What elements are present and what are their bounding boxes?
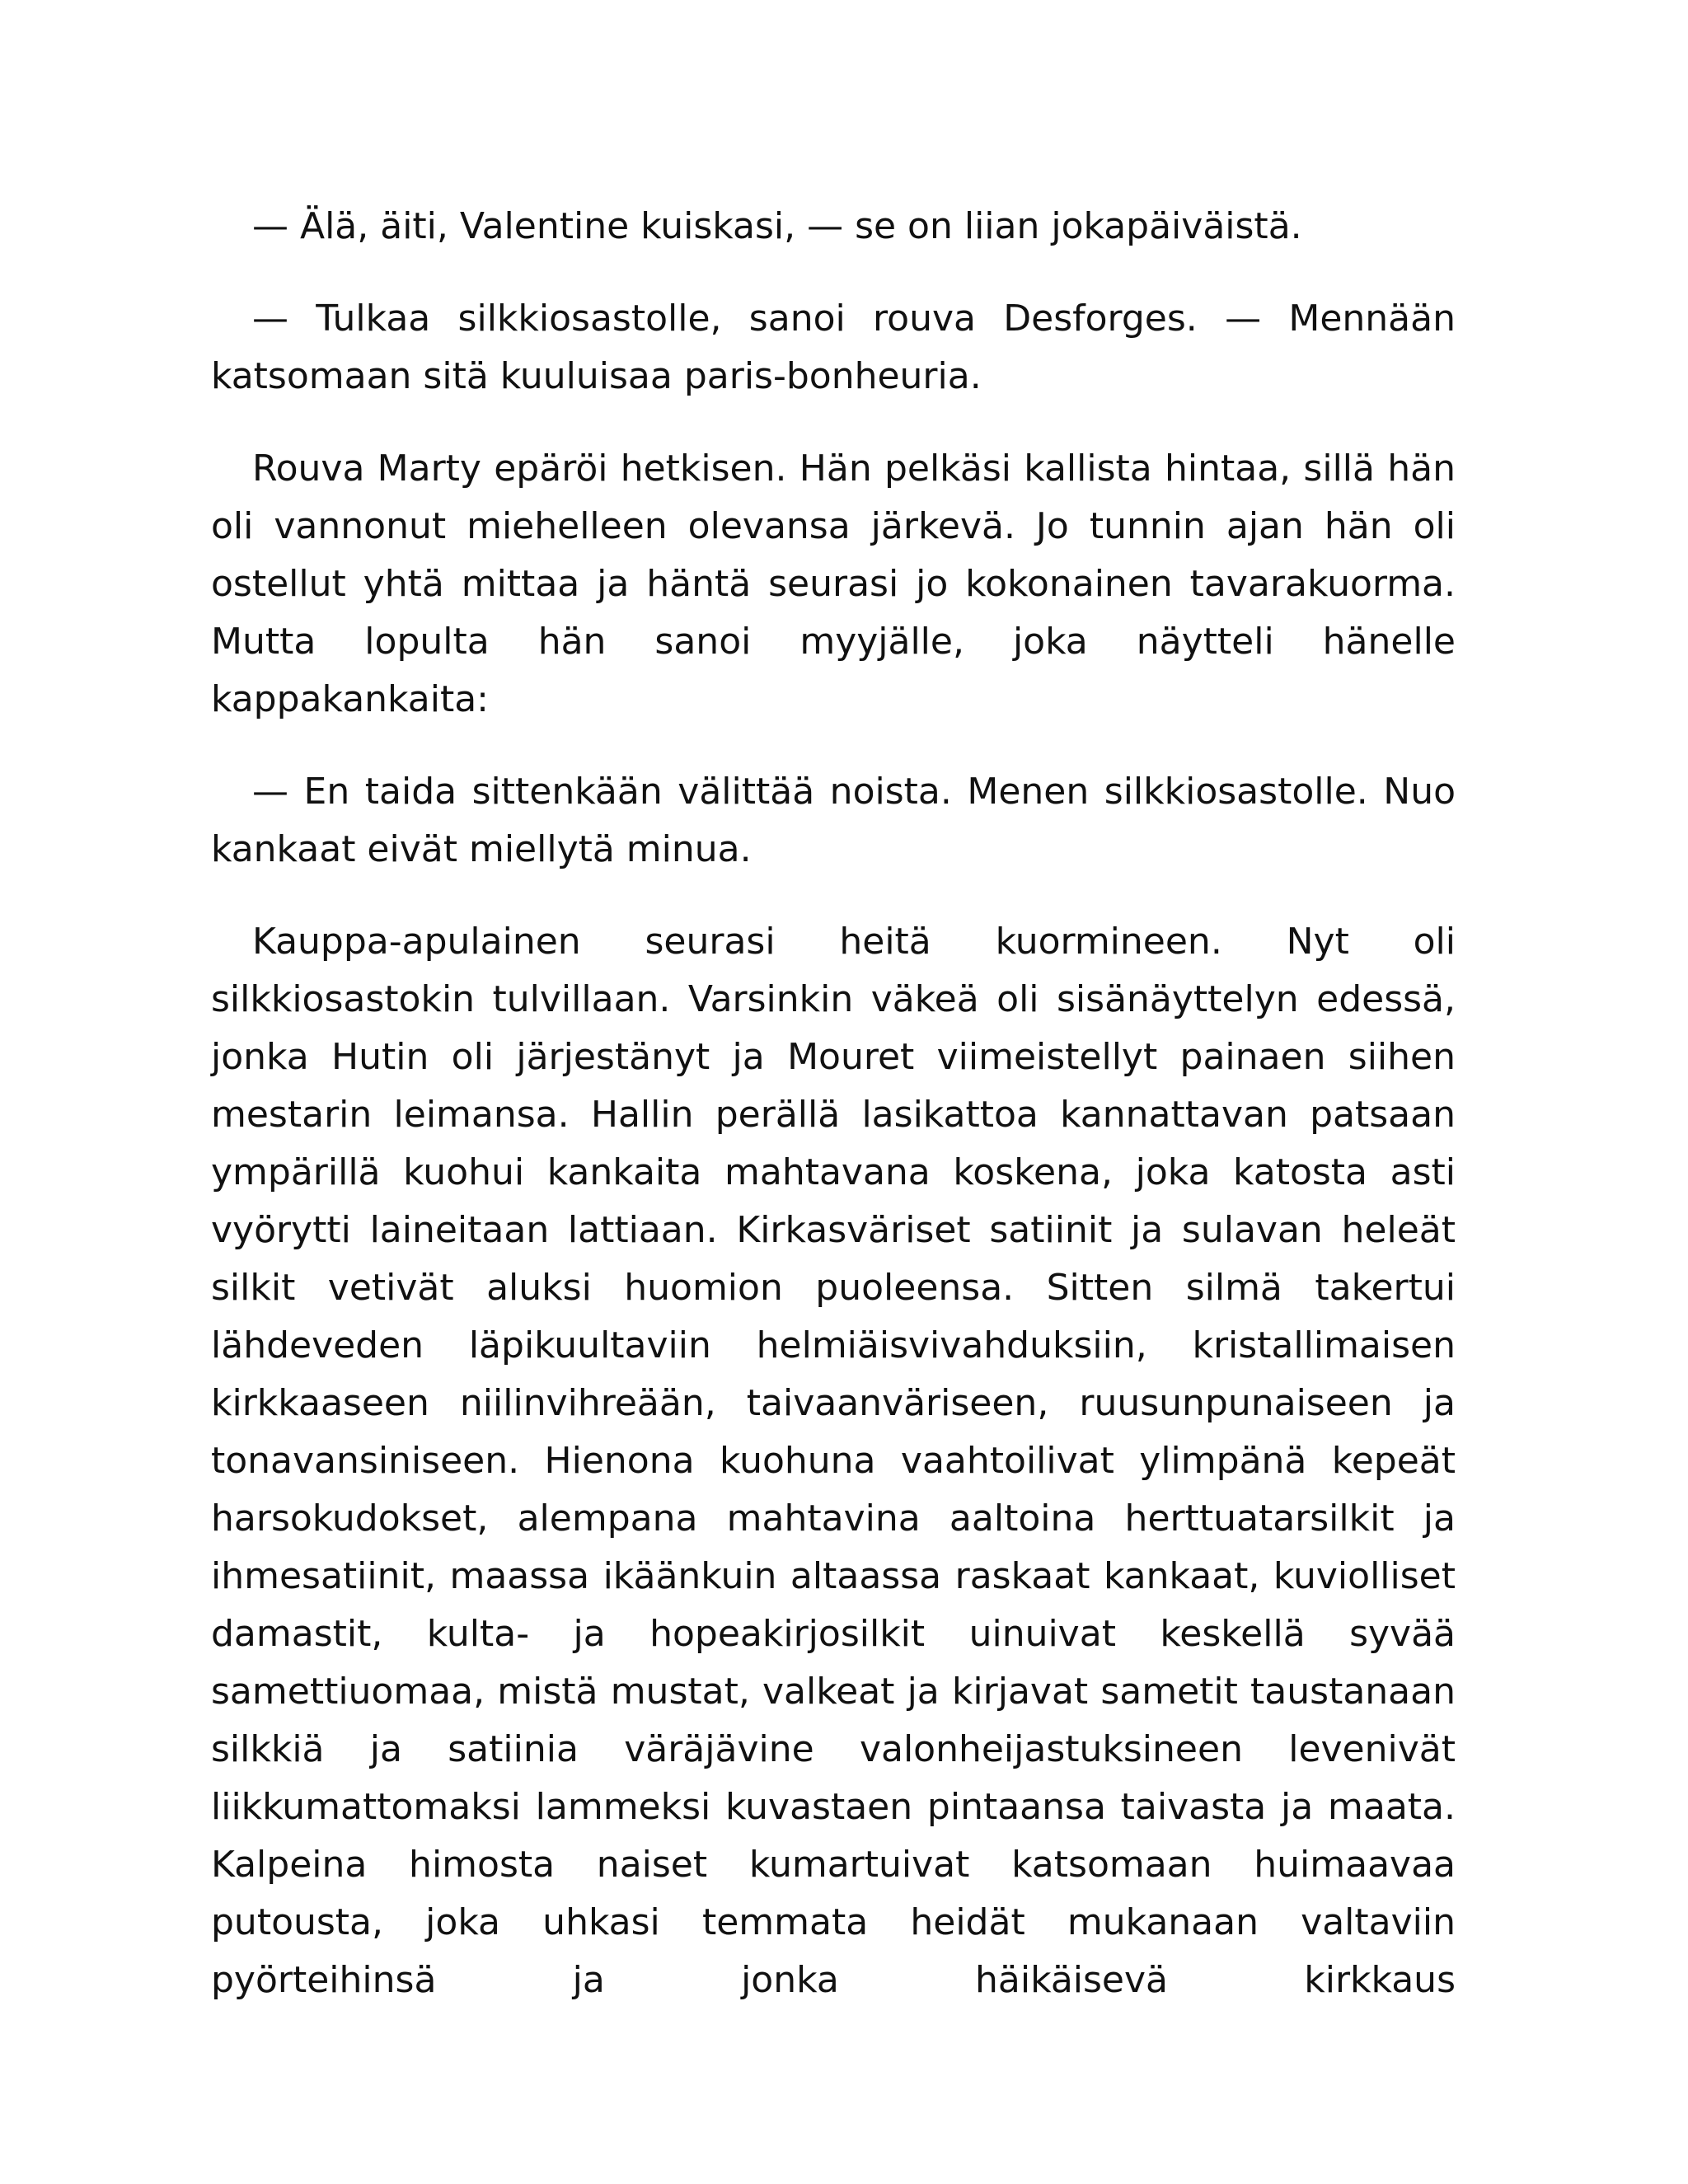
paragraph-1: — Älä, äiti, Valentine kuiskasi, — se on liian jokapäiväistä. xyxy=(252,205,1302,247)
paragraph-4: — En taida sittenkään välittää noista. Menen silkkiosastolle. Nuo kankaat eivät miellytä minua. xyxy=(211,771,1456,870)
paragraph-5: Kauppa-apulainen seurasi heitä kuormineen. Nyt oli silkkiosastokin tulvillaan. Varsinkin väkeä oli sisänäyttelyn edessä, jonka Hutin oli järjestänyt ja Mouret viimeistellyt painaen siihen mestarin leimansa. Hallin perällä lasikattoa kannattavan patsaan ympärillä kuohui kankaita mahtavana koskena, joka katosta asti vyörytti laineitaan lattiaan. Kirkasväriset satiinit ja sulavan heleät silkit vetivät aluksi huomion puoleensa. Sitten silmä takertui lähdeveden läpikuultaviin helmiäisvivahduksiin, kristallimaisen kirkkaaseen niilinvihreään, taivaanväriseen, ruusunpunaiseen ja tonavansiniseen. Hienona kuohuna vaahtoilivat ylimpänä kepeät harsokudokset, alempana mahtavina aaltoina herttuatarsilkit ja ihmesatiinit, maassa ikäänkuin altaassa raskaat kankaat, kuviolliset damastit, kulta- ja hopeakirjosilkit uinuivat keskellä syvää samettiuomaa, mistä mustat, valkeat ja kirjavat sametit taustanaan silkkiä ja satiinia väräjävine valonheijastuksineen levenivät liikkumattomaksi lammeksi kuvastaen pintaansa taivasta ja maata. Kalpeina himosta naiset kumartuivat katsomaan huimaavaa putousta, joka uhkasi temmata heidät mukanaan valtaviin pyörteihinsä ja jonka häikäisevä kirkkaus xyxy=(211,921,1456,2001)
body-text xyxy=(211,198,1456,2009)
paragraph-3: Rouva Marty epäröi hetkisen. Hän pelkäsi kallista hintaa, sillä hän oli vannonut miehelleen olevansa järkevä. Jo tunnin ajan hän oli ostellut yhtä mittaa ja häntä seurasi jo kokonainen tavarakuorma. Mutta lopulta hän sanoi myyjälle, joka näytteli hänelle kappakankaita: xyxy=(211,448,1456,720)
paragraph-2: — Tulkaa silkkiosastolle, sanoi rouva Desforges. — Mennään katsomaan sitä kuuluisaa paris-bonheuria. xyxy=(211,298,1456,397)
